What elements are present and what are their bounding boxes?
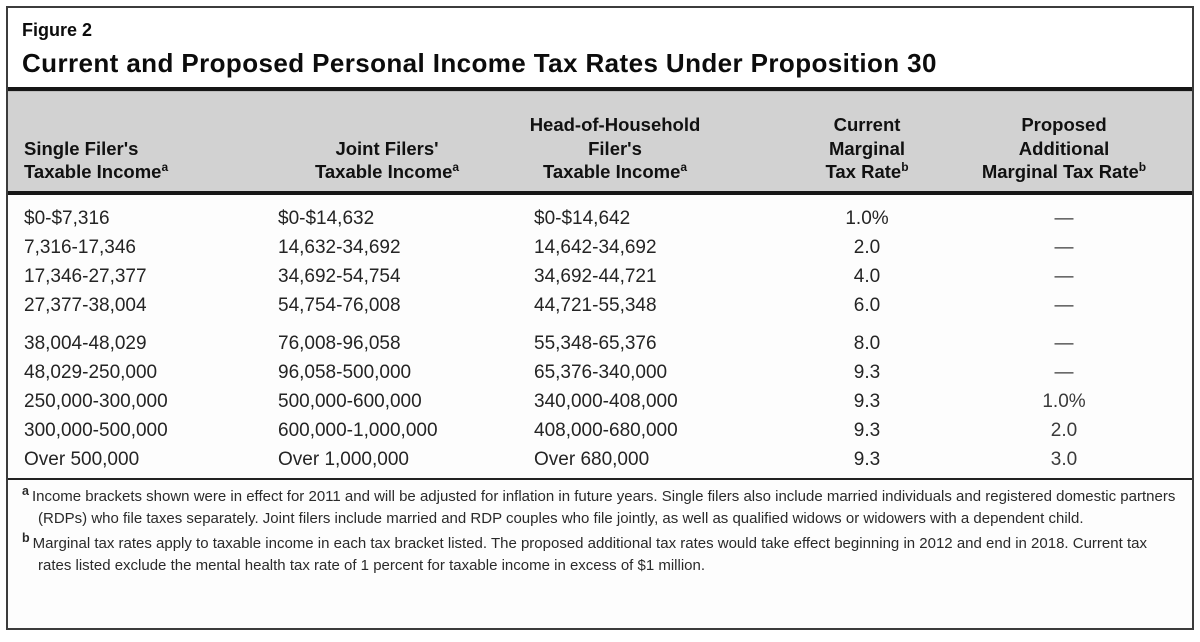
column-header-head-of-household bbox=[506, 113, 794, 184]
footnotes-section bbox=[8, 478, 1192, 577]
footnote-ref-b: b bbox=[901, 160, 909, 175]
header-line: Taxable Income$^a$ bbox=[24, 160, 169, 183]
table-cell: — bbox=[1054, 208, 1074, 229]
figure-title: Current and Proposed Personal Income Tax Rates Under Proposition 30 bbox=[22, 48, 937, 78]
table-cell: 250,000-300,000 bbox=[24, 391, 168, 412]
header-line: Tax Rate$^b$ bbox=[825, 160, 909, 183]
footnote-ref-a: a bbox=[161, 160, 169, 175]
table-cell: 7,316-17,346 bbox=[24, 237, 136, 258]
figure-title-block bbox=[8, 8, 1192, 87]
footnote-marker-a: a bbox=[22, 484, 29, 498]
table-cell: $0-$7,316 bbox=[24, 208, 110, 229]
table-cell: 76,008-96,058 bbox=[278, 333, 401, 354]
table-cell: 4.0 bbox=[853, 266, 881, 287]
footnote-ref-a: a bbox=[452, 160, 460, 175]
table-cell: 65,376-340,000 bbox=[534, 362, 668, 383]
header-line: Taxable Income$^a$ bbox=[542, 160, 688, 183]
table-cell: 54,754-76,008 bbox=[278, 295, 401, 316]
table-cell: 27,377-38,004 bbox=[24, 295, 147, 316]
table-cell: 600,000-1,000,000 bbox=[278, 420, 438, 441]
header-line: Filer's bbox=[588, 137, 642, 159]
table-cell: 9.3 bbox=[853, 362, 881, 383]
table-cell: 500,000-600,000 bbox=[278, 391, 422, 412]
header-line: Proposed bbox=[1021, 113, 1107, 135]
table-cell: $0-$14,632 bbox=[278, 208, 375, 229]
table-header-row bbox=[8, 91, 1192, 191]
table-cell: Over 680,000 bbox=[534, 449, 650, 470]
header-line: Taxable Income$^a$ bbox=[314, 160, 460, 183]
table-cell: 14,632-34,692 bbox=[278, 237, 401, 258]
table-cell: 1.0% bbox=[1042, 391, 1086, 412]
table-cell: Over 500,000 bbox=[24, 449, 140, 470]
table-cell: 17,346-27,377 bbox=[24, 266, 147, 287]
column-header-joint-filers bbox=[268, 137, 506, 184]
footnote-ref-b: b bbox=[1138, 160, 1147, 175]
table-cell: 1.0% bbox=[845, 208, 889, 229]
table-cell: 14,642-34,692 bbox=[534, 237, 657, 258]
table-cell: — bbox=[1054, 295, 1074, 316]
header-line: Marginal bbox=[828, 137, 906, 159]
table-cell: $0-$14,642 bbox=[534, 208, 631, 229]
footnote-ref-a: a bbox=[680, 160, 688, 175]
figure-label: Figure 2 bbox=[22, 20, 93, 40]
table-cell: Over 1,000,000 bbox=[278, 449, 409, 470]
table-cell: 2.0 bbox=[853, 237, 881, 258]
table-cell: — bbox=[1054, 266, 1074, 287]
column-header-single-filer bbox=[16, 137, 268, 184]
table-cell: — bbox=[1054, 333, 1074, 354]
column-header-current-marginal-rate bbox=[794, 113, 964, 184]
header-line: Marginal Tax Rate$^b$ bbox=[981, 160, 1147, 183]
footnote-a bbox=[22, 486, 1178, 530]
table-cell: 55,348-65,376 bbox=[534, 333, 657, 354]
header-line: Head-of-Household bbox=[529, 113, 701, 135]
header-line: Single Filer's bbox=[24, 137, 139, 159]
column-header-proposed-additional-rate bbox=[964, 113, 1184, 184]
table-cell: 38,004-48,029 bbox=[24, 333, 147, 354]
table-cell: 6.0 bbox=[853, 295, 881, 316]
table-cell: — bbox=[1054, 237, 1074, 258]
table-cell: 9.3 bbox=[853, 449, 881, 470]
table-cell: 34,692-44,721 bbox=[534, 266, 657, 287]
header-line: Joint Filers' bbox=[335, 137, 439, 159]
footnote-a-text: Income brackets shown were in effect for 2011 and will be adjusted for inflation in future years. Single filers also include married individuals and registered domestic partners (RDPs) who file taxes separately. Joint filers include married and RDP couples who file jointly, as well as qualified widows or widowers with a dependent child. bbox=[31, 488, 1176, 528]
header-line: Current bbox=[833, 113, 901, 135]
footnote-marker-b: b bbox=[22, 531, 30, 546]
footnote-b bbox=[22, 533, 1178, 577]
table-cell: 340,000-408,000 bbox=[534, 391, 678, 412]
table-cell: — bbox=[1054, 362, 1074, 383]
table-cell: 34,692-54,754 bbox=[278, 266, 401, 287]
table-cell: 8.0 bbox=[853, 333, 881, 354]
table-body bbox=[8, 195, 1192, 478]
header-line: Additional bbox=[1018, 137, 1110, 159]
table-cell: 2.0 bbox=[1050, 420, 1078, 441]
footnote-b-text: Marginal tax rates apply to taxable income in each tax bracket listed. The proposed additional tax rates would take effect beginning in 2012 and end in 2018. Current tax rates listed exclude the mental health tax rate of 1 percent for taxable income in excess of $1 million. bbox=[32, 535, 1147, 575]
table-cell: 300,000-500,000 bbox=[24, 420, 168, 441]
table-cell: 3.0 bbox=[1050, 449, 1078, 470]
figure-box bbox=[6, 6, 1194, 630]
table-cell: 44,721-55,348 bbox=[534, 295, 657, 316]
table-cell: 9.3 bbox=[853, 420, 881, 441]
table-cell: 408,000-680,000 bbox=[534, 420, 678, 441]
table-cell: 48,029-250,000 bbox=[24, 362, 158, 383]
table-cell: 96,058-500,000 bbox=[278, 362, 412, 383]
table-cell: 9.3 bbox=[853, 391, 881, 412]
